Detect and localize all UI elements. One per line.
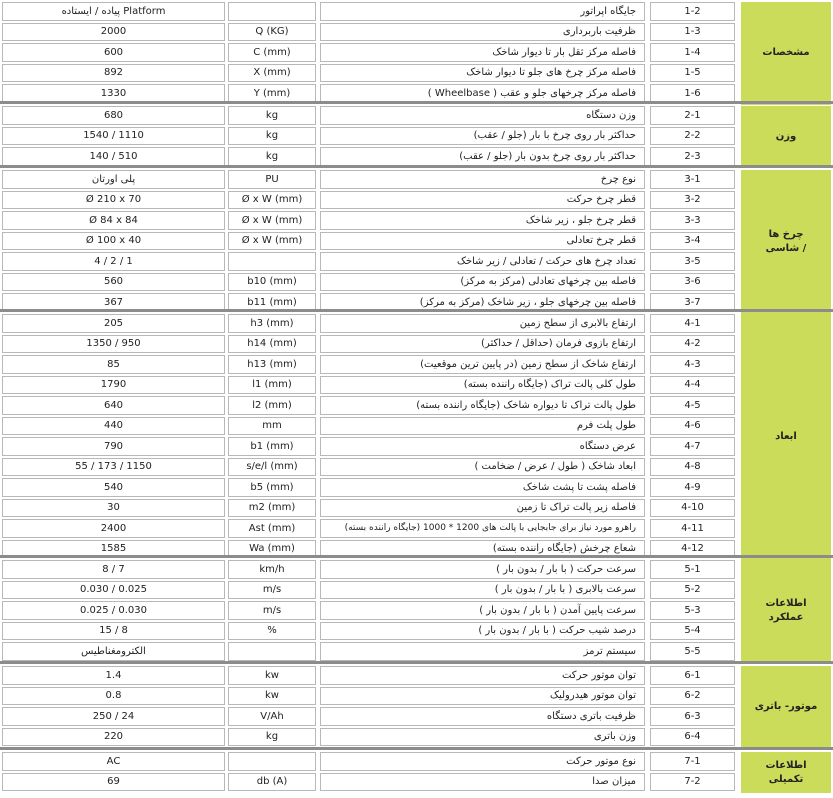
row-value: 680: [2, 106, 225, 125]
row-description: توان موتور هیدرولیک: [320, 687, 645, 706]
row-code: 5-3: [650, 601, 735, 620]
row-description: ظرفیت باربرداری: [320, 23, 645, 42]
row-code: 4-1: [650, 314, 735, 333]
row-description: سیستم ترمز: [320, 642, 645, 661]
row-unit: l1 (mm): [228, 376, 316, 395]
row-code: 6-3: [650, 707, 735, 726]
row-description: قطر چرخ حرکت: [320, 191, 645, 210]
row-description: حداکثر بار روی چرخ بدون بار (جلو / عقب): [320, 147, 645, 166]
row-unit: PU: [228, 170, 316, 189]
row-unit: km/h: [228, 560, 316, 579]
row-code: 1-5: [650, 64, 735, 83]
row-code: 5-1: [650, 560, 735, 579]
row-unit: kg: [228, 147, 316, 166]
row-description: حداکثر بار روی چرخ با بار (جلو / عقب): [320, 127, 645, 146]
row-value: 15 / 8: [2, 622, 225, 641]
row-code: 4-10: [650, 499, 735, 518]
section-category: موتور- باتری: [741, 666, 831, 748]
row-unit: m2 (mm): [228, 499, 316, 518]
row-unit: mm: [228, 417, 316, 436]
row-code: 3-4: [650, 232, 735, 251]
row-unit: [228, 642, 316, 661]
row-description: قطر چرخ تعادلی: [320, 232, 645, 251]
row-unit: [228, 752, 316, 771]
section-category: اطلاعات عملکرد: [741, 560, 831, 663]
row-description: ارتفاع بازوی فرمان (حداقل / حداکثر): [320, 335, 645, 354]
row-description: سرعت بالابری ( با بار / بدون بار ): [320, 581, 645, 600]
row-value: Ø 100 x 40: [2, 232, 225, 251]
row-code: 2-1: [650, 106, 735, 125]
row-code: 4-6: [650, 417, 735, 436]
row-value: 367: [2, 293, 225, 312]
row-code: 4-4: [650, 376, 735, 395]
row-value: پیاده / ایستاده Platform: [2, 2, 225, 21]
row-unit: b1 (mm): [228, 437, 316, 456]
row-value: 1350 / 950: [2, 335, 225, 354]
row-code: 4-12: [650, 540, 735, 559]
row-description: جایگاه اپراتور: [320, 2, 645, 21]
row-unit: l2 (mm): [228, 396, 316, 415]
row-code: 4-11: [650, 519, 735, 538]
section-category: اطلاعات تکمیلی: [741, 752, 831, 793]
row-unit: m/s: [228, 581, 316, 600]
row-description: ظرفیت باتری دستگاه: [320, 707, 645, 726]
row-value: 2400: [2, 519, 225, 538]
row-unit: kg: [228, 106, 316, 125]
row-unit: Ast (mm): [228, 519, 316, 538]
row-unit: kg: [228, 728, 316, 747]
row-description: شعاع چرخش (جایگاه راننده بسته): [320, 540, 645, 559]
row-description: فاصله مرکز ثقل بار تا دیوار شاخک: [320, 43, 645, 62]
row-unit: h3 (mm): [228, 314, 316, 333]
row-code: 4-7: [650, 437, 735, 456]
row-description: فاصله مرکز چرخهای جلو و عقب ( Wheelbase ): [320, 84, 645, 103]
row-description: میزان صدا: [320, 773, 645, 792]
row-description: طول پالت تراک تا دیواره شاخک (جایگاه راننده بسته): [320, 396, 645, 415]
row-value: 892: [2, 64, 225, 83]
row-value: 69: [2, 773, 225, 792]
row-description: فاصله پشت تا پشت شاخک: [320, 478, 645, 497]
row-description: فاصله مرکز چرخ های جلو تا دیوار شاخک: [320, 64, 645, 83]
row-description: سرعت پایین آمدن ( با بار / بدون بار ): [320, 601, 645, 620]
row-value: 0.8: [2, 687, 225, 706]
row-value: 540: [2, 478, 225, 497]
row-description: ابعاد شاخک ( طول / عرض / ضخامت ): [320, 458, 645, 477]
row-description: راهرو مورد نیاز برای جابجایی با پالت های 1200 * 1000 (جایگاه راننده بسته): [320, 519, 645, 538]
row-value: 1540 / 1110: [2, 127, 225, 146]
row-unit: b11 (mm): [228, 293, 316, 312]
row-code: 3-3: [650, 211, 735, 230]
row-value: 440: [2, 417, 225, 436]
row-value: 790: [2, 437, 225, 456]
row-code: 2-2: [650, 127, 735, 146]
row-code: 4-3: [650, 355, 735, 374]
row-code: 4-2: [650, 335, 735, 354]
row-code: 1-6: [650, 84, 735, 103]
row-description: درصد شیب حرکت ( با بار / بدون بار ): [320, 622, 645, 641]
row-value: الکترومغناطیس: [2, 642, 225, 661]
row-description: سرعت حرکت ( با بار / بدون بار ): [320, 560, 645, 579]
row-description: طول پلت فرم: [320, 417, 645, 436]
row-code: 1-2: [650, 2, 735, 21]
row-unit: b5 (mm): [228, 478, 316, 497]
row-description: نوع چرخ: [320, 170, 645, 189]
row-unit: db (A): [228, 773, 316, 792]
row-value: 0.025 / 0.030: [2, 601, 225, 620]
row-code: 6-4: [650, 728, 735, 747]
row-value: 4 / 2 / 1: [2, 252, 225, 271]
row-code: 4-9: [650, 478, 735, 497]
row-value: Ø 210 x 70: [2, 191, 225, 210]
row-code: 1-4: [650, 43, 735, 62]
row-value: Ø 84 x 84: [2, 211, 225, 230]
row-value: 0.030 / 0.025: [2, 581, 225, 600]
row-code: 7-2: [650, 773, 735, 792]
row-description: نوع موتور حرکت: [320, 752, 645, 771]
row-value: 1330: [2, 84, 225, 103]
row-unit: [228, 2, 316, 21]
row-description: فاصله بین چرخهای جلو ، زیر شاخک (مرکز به مرکز): [320, 293, 645, 312]
row-unit: kw: [228, 687, 316, 706]
row-code: 3-7: [650, 293, 735, 312]
row-description: تعداد چرخ های حرکت / تعادلی / زیر شاخک: [320, 252, 645, 271]
row-unit: kg: [228, 127, 316, 146]
row-value: 30: [2, 499, 225, 518]
row-value: 205: [2, 314, 225, 333]
row-unit: m/s: [228, 601, 316, 620]
row-unit: Q (KG): [228, 23, 316, 42]
row-unit: Y (mm): [228, 84, 316, 103]
row-unit: kw: [228, 666, 316, 685]
row-unit: Wa (mm): [228, 540, 316, 559]
row-code: 2-3: [650, 147, 735, 166]
row-value: 1790: [2, 376, 225, 395]
row-unit: s/e/l (mm): [228, 458, 316, 477]
row-description: فاصله بین چرخهای تعادلی (مرکز به مرکز): [320, 273, 645, 292]
section-category: چرخ ها / شاسی: [741, 170, 831, 314]
row-code: 6-2: [650, 687, 735, 706]
row-unit: Ø x W (mm): [228, 191, 316, 210]
row-code: 5-5: [650, 642, 735, 661]
row-value: 85: [2, 355, 225, 374]
row-description: قطر چرخ جلو ، زیر شاخک: [320, 211, 645, 230]
row-value: 250 / 24: [2, 707, 225, 726]
row-value: 560: [2, 273, 225, 292]
row-unit: h13 (mm): [228, 355, 316, 374]
section-category: مشخصات: [741, 2, 831, 105]
row-unit: b10 (mm): [228, 273, 316, 292]
row-code: 3-5: [650, 252, 735, 271]
row-unit: V/Ah: [228, 707, 316, 726]
row-unit: X (mm): [228, 64, 316, 83]
row-unit: [228, 252, 316, 271]
row-description: فاصله زیر پالت تراک تا زمین: [320, 499, 645, 518]
row-unit: Ø x W (mm): [228, 211, 316, 230]
row-code: 5-4: [650, 622, 735, 641]
row-code: 3-1: [650, 170, 735, 189]
row-value: 140 / 510: [2, 147, 225, 166]
row-code: 3-2: [650, 191, 735, 210]
row-value: 640: [2, 396, 225, 415]
row-code: 4-5: [650, 396, 735, 415]
row-unit: %: [228, 622, 316, 641]
row-unit: Ø x W (mm): [228, 232, 316, 251]
row-description: وزن باتری: [320, 728, 645, 747]
row-value: 1585: [2, 540, 225, 559]
row-unit: C (mm): [228, 43, 316, 62]
row-value: AC: [2, 752, 225, 771]
row-code: 7-1: [650, 752, 735, 771]
row-code: 6-1: [650, 666, 735, 685]
section-category: وزن: [741, 106, 831, 168]
row-value: 8 / 7: [2, 560, 225, 579]
row-description: ارتفاع بالابری از سطح زمین: [320, 314, 645, 333]
row-value: 55 / 173 / 1150: [2, 458, 225, 477]
row-description: وزن دستگاه: [320, 106, 645, 125]
row-value: 600: [2, 43, 225, 62]
row-value: 1.4: [2, 666, 225, 685]
row-code: 4-8: [650, 458, 735, 477]
row-value: پلی اورتان: [2, 170, 225, 189]
row-description: ارتفاع شاخک از سطح زمین (در پایین ترین موقعیت): [320, 355, 645, 374]
row-description: طول کلی پالت تراک (جایگاه راننده بسته): [320, 376, 645, 395]
row-code: 1-3: [650, 23, 735, 42]
row-description: عرض دستگاه: [320, 437, 645, 456]
row-description: توان موتور حرکت: [320, 666, 645, 685]
row-code: 5-2: [650, 581, 735, 600]
row-value: 220: [2, 728, 225, 747]
section-category: ابعاد: [741, 314, 831, 560]
row-unit: h14 (mm): [228, 335, 316, 354]
row-code: 3-6: [650, 273, 735, 292]
row-value: 2000: [2, 23, 225, 42]
